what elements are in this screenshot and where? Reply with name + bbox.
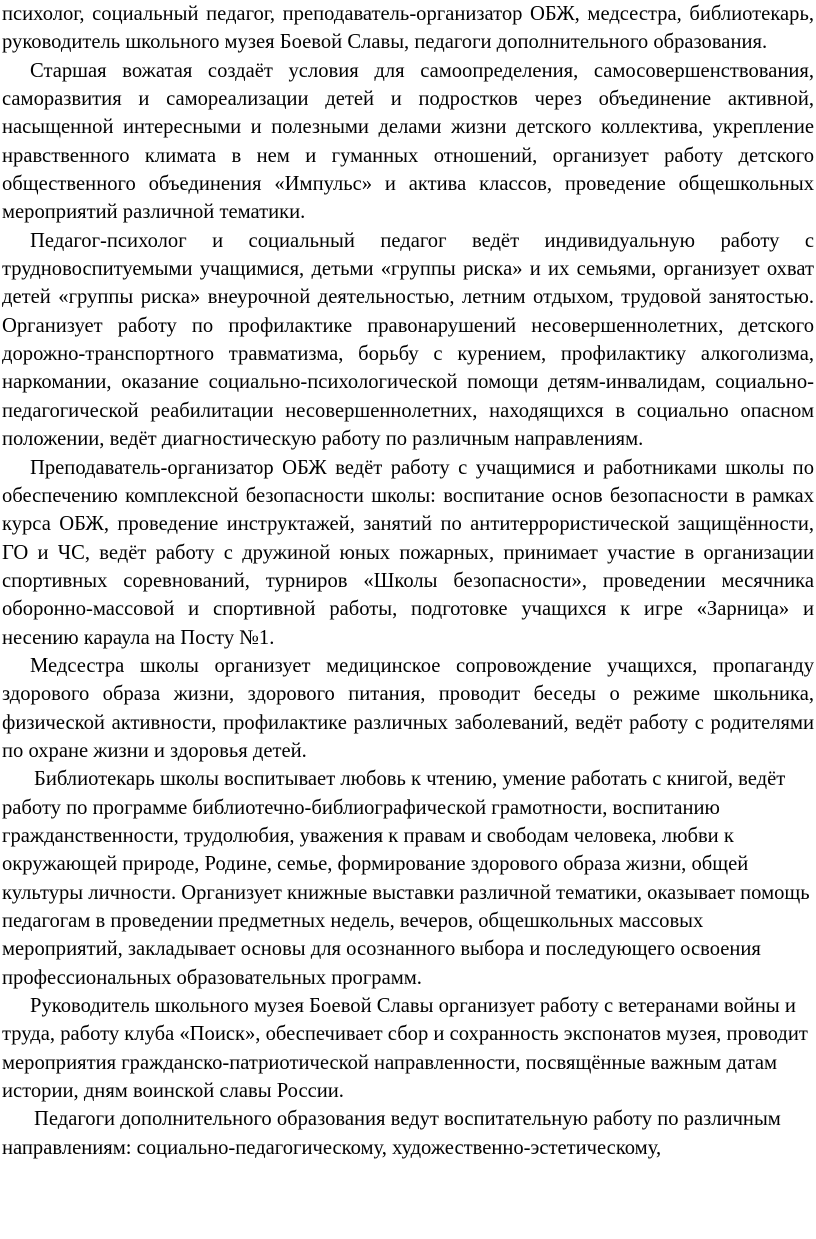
paragraph-safety-teacher: Преподаватель-организатор ОБЖ ведёт работу с учащимися и работниками школы по обеспечению комплексной безопасности школы: воспитание основ безопасности в рамках курса ОБЖ, проведение инструктажей, занятий по антитеррористической защищённости, ГО и ЧС, ведёт работу с дружиной юных пожарных, принимает участие в организации спортивных соревнований, турниров «Школы безопасности», проведении месячника оборонно-массовой и спортивной работы, подготовке учащихся к игре «Зарница» и несению караула на Посту №1. [2,456,814,649]
paragraph-staff-list: психолог, социальный педагог, преподаватель-организатор ОБЖ, медсестра, библиотекарь, руководитель школьного музея Боевой Славы, педагоги дополнительного образования. [2,3,814,54]
paragraph-librarian: Библиотекарь школы воспитывает любовь к чтению, умение работать с книгой, ведёт работу по программе библиотечно-библиографической грамотности, воспитанию гражданственности, трудолюбия, уважения к правам и свободам человека, любви к окружающей природе, Родине, семье, формирование здорового образа жизни, общей культуры личности. Организует книжные выставки различной тематики, оказывает помощь педагогам в проведении предметных недель, вечеров, общешкольных массовых мероприятий, закладывает основы для осознанного выбора и последующего освоения профессиональных образовательных программ. [2,768,810,989]
paragraph-museum-head: Руководитель школьного музея Боевой Славы организует работу с ветеранами войны и труда, работу клуба «Поиск», обеспечивает сбор и сохранность экспонатов музея, проводит мероприятия гражданско-патриотической направленности, посвящённые важным датам истории, дням воинской славы России. [2,995,808,1103]
paragraph-psychologist-social-pedagogue: Педагог-психолог и социальный педагог ведёт индивидуальную работу с трудновоспитуемыми учащимися, детьми «группы риска» и их семьями, организует охват детей «группы риска» внеурочной деятельностью, летним отдыхом, трудовой занятостью. Организует работу по профилактике правонарушений несовершеннолетних, детского дорожно-транспортного травматизма, борьбу с курением, профилактику алкоголизма, наркомании, оказание социально-психологической помощи детям-инвалидам, социально-педагогической реабилитации несовершеннолетних, находящихся в социально опасном положении, ведёт диагностическую работу по различным направлениям. [2,229,814,451]
paragraph-senior-counselor: Старшая вожатая создаёт условия для самоопределения, самосовершенствования, саморазвития и самореализации детей и подростков через объединение активной, насыщенной интересными и полезными делами жизни детского коллектива, укрепление нравственного климата в нем и гуманных отношений, организует работу детского общественного объединения «Импульс» и актива классов, проведение общешкольных мероприятий различной тематики. [2,59,814,224]
paragraph-school-nurse: Медсестра школы организует медицинское сопровождение учащихся, пропаганду здорового образа жизни, здорового питания, проводит беседы о режиме школьника, физической активности, профилактике различных заболеваний, ведёт работу с родителями по охране жизни и здоровья детей. [2,654,814,762]
paragraph-additional-education: Педагоги дополнительного образования ведут воспитательную работу по различным направлениям: социально-педагогическому, художественно-эстетическому, [2,1108,781,1159]
